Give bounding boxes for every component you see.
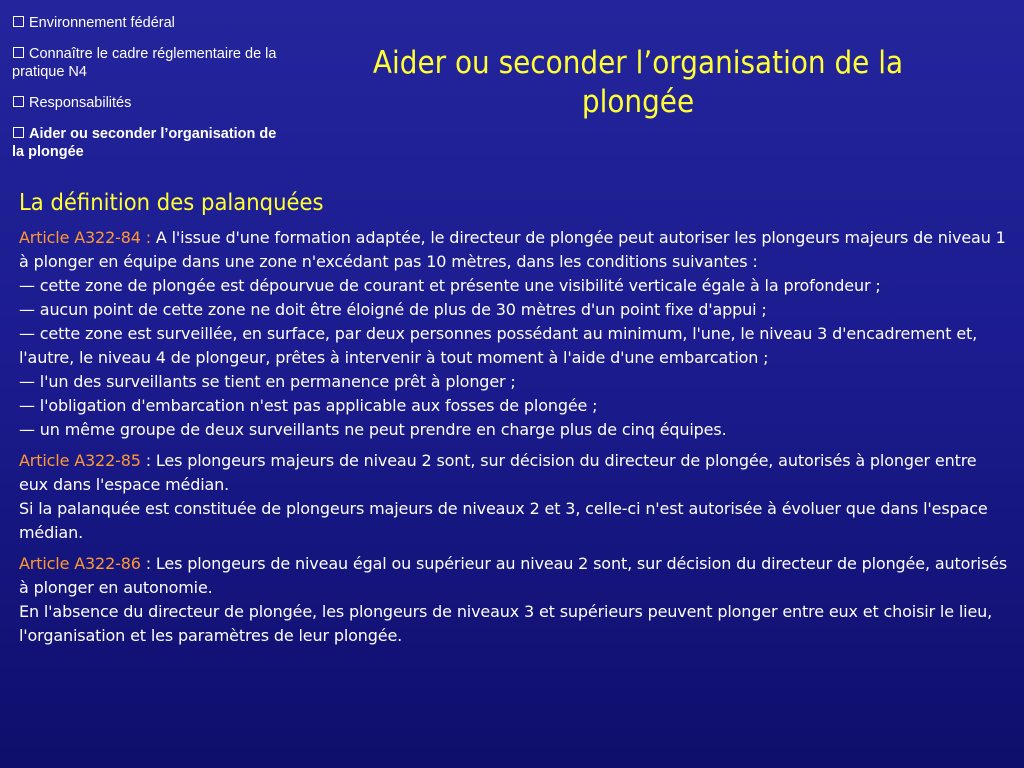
article-condition: — cette zone de plongée est dépourvue de courant et présente une visibilité verticale égale à la profondeur ; bbox=[19, 276, 881, 295]
article-a322-85 bbox=[19, 449, 1009, 545]
article-label: Article A322-85 bbox=[19, 451, 141, 470]
checkbox-bullet-icon bbox=[13, 96, 24, 107]
article-text: : Les plongeurs majeurs de niveau 2 sont, sur décision du directeur de plongée, autorisés à plonger entre eux dans l'espace médian. bbox=[19, 451, 977, 494]
nav-item-label: Environnement fédéral bbox=[29, 15, 175, 31]
article-a322-84 bbox=[19, 226, 1009, 442]
article-condition: — l'obligation d'embarcation n'est pas applicable aux fosses de plongée ; bbox=[19, 396, 598, 415]
article-text: Si la palanquée est constituée de plongeurs majeurs de niveaux 2 et 3, celle-ci n'est autorisée à évoluer que dans l'espace médian. bbox=[19, 499, 988, 542]
article-a322-86 bbox=[19, 552, 1009, 648]
slide-navigation bbox=[12, 14, 284, 174]
article-label: Article A322-84 : bbox=[19, 228, 151, 247]
article-text: A l'issue d'une formation adaptée, le directeur de plongée peut autoriser les plongeurs majeurs de niveau 1 à plonger en équipe dans une zone n'excédant pas 10 mètres, dans les conditions suivantes : bbox=[19, 228, 1006, 271]
article-condition: — un même groupe de deux surveillants ne peut prendre en charge plus de cinq équipes. bbox=[19, 420, 727, 439]
section-heading: La définition des palanquées bbox=[19, 190, 324, 216]
nav-item-organisation-plongee bbox=[12, 125, 284, 161]
nav-item-environnement bbox=[12, 14, 284, 32]
article-text: En l'absence du directeur de plongée, les plongeurs de niveaux 3 et supérieurs peuvent plonger entre eux et choisir le lieu, l'organisation et les paramètres de leur plongée. bbox=[19, 602, 993, 645]
article-condition: — aucun point de cette zone ne doit être éloigné de plus de 30 mètres d'un point fixe d'appui ; bbox=[19, 300, 767, 319]
checkbox-bullet-icon bbox=[13, 127, 24, 138]
article-condition: — l'un des surveillants se tient en permanence prêt à plonger ; bbox=[19, 372, 516, 391]
nav-item-label: Aider ou seconder l’organisation de la plongée bbox=[12, 126, 277, 160]
article-condition: — cette zone est surveillée, en surface, par deux personnes possédant au minimum, l'une, le niveau 3 d'encadrement et, l'autre, le niveau 4 de plongeur, prêtes à intervenir à tout moment à l'aide d'une embarcation ; bbox=[19, 324, 978, 367]
slide-title: Aider ou seconder l’organisation de la plongée bbox=[372, 45, 904, 120]
nav-item-responsabilites bbox=[12, 94, 284, 112]
nav-item-cadre-reglementaire bbox=[12, 45, 284, 81]
nav-item-label: Connaître le cadre réglementaire de la pratique N4 bbox=[12, 46, 277, 80]
checkbox-bullet-icon bbox=[13, 16, 24, 27]
checkbox-bullet-icon bbox=[13, 47, 24, 58]
nav-item-label: Responsabilités bbox=[29, 95, 132, 111]
article-text: : Les plongeurs de niveau égal ou supérieur au niveau 2 sont, sur décision du directeur de plongée, autorisés à plonger en autonomie. bbox=[19, 554, 1008, 597]
slide-content bbox=[19, 188, 1009, 655]
article-label: Article A322-86 bbox=[19, 554, 141, 573]
